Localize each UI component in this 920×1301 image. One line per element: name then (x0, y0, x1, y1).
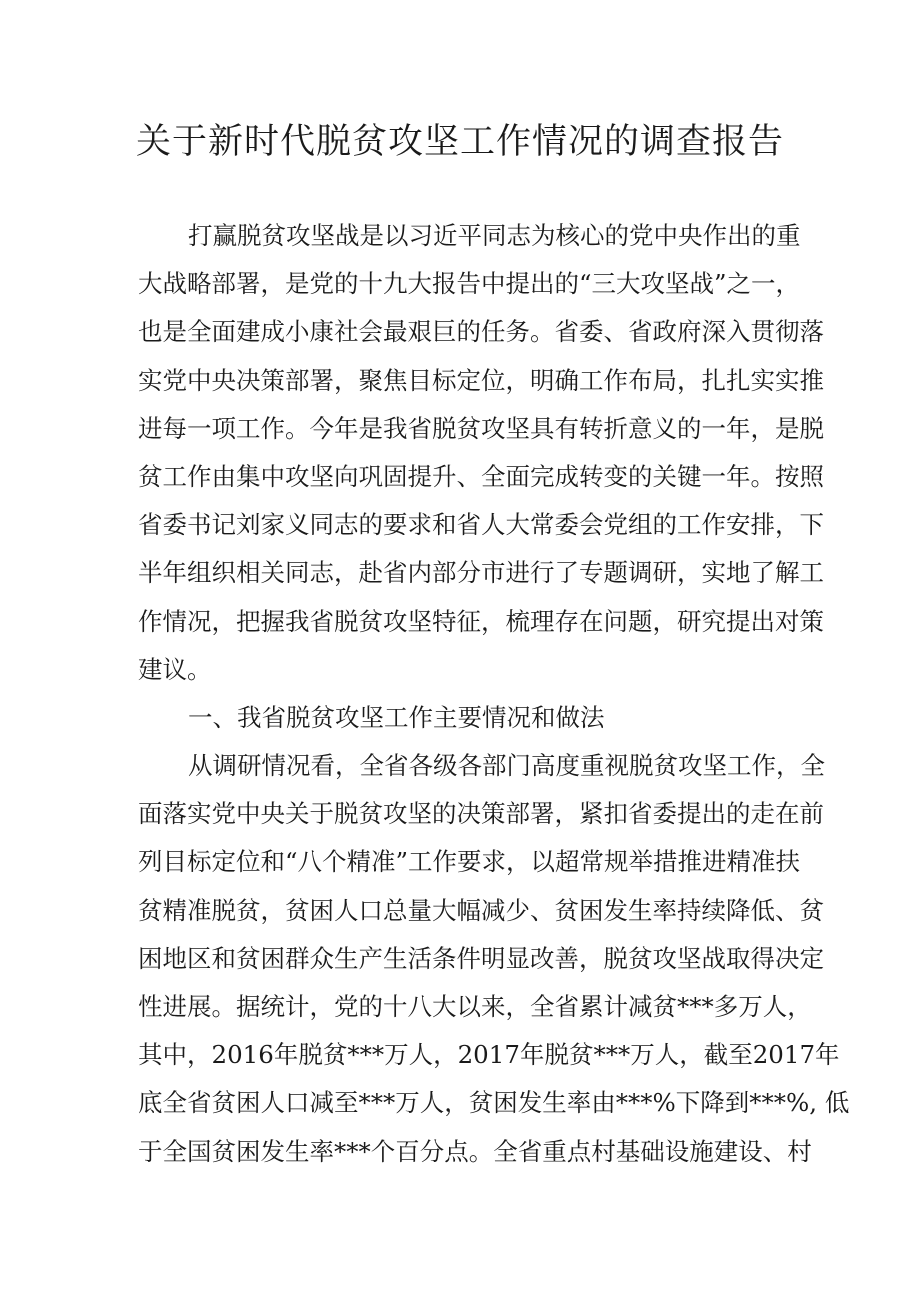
text-line: 作情况，把握我省脱贫攻坚特征，梳理存在问题，研究提出对策 (138, 606, 824, 636)
text-line: 其中，2016年脱贫***万人，2017年脱贫***万人，截至2017年 (138, 1040, 840, 1070)
text-line: 贫工作由集中攻坚向巩固提升、全面完成转变的关键一年。按照 (138, 461, 824, 491)
text-line: 一、我省脱贫攻坚工作主要情况和做法 (188, 702, 605, 732)
text-line: 实党中央决策部署，聚焦目标定位，明确工作布局，扎扎实实推 (138, 365, 824, 395)
document-body (138, 212, 850, 1176)
text-line: 困地区和贫困群众生产生活条件明显改善，脱贫攻坚战取得决定 (138, 943, 824, 973)
text-line: 于全国贫困发生率***个百分点。全省重点村基础设施建设、村 (138, 1136, 812, 1166)
text-line: 列目标定位和“八个精准”工作要求，以超常规举措推进精准扶 (138, 847, 801, 877)
text-line: 从调研情况看，全省各级各部门高度重视脱贫攻坚工作，全 (188, 751, 825, 781)
text-line: 面落实党中央关于脱贫攻坚的决策部署，紧扣省委提出的走在前 (138, 799, 824, 829)
document-title: 关于新时代脱贫攻坚工作情况的调查报告 (135, 122, 784, 162)
text-line: 省委书记刘家义同志的要求和省人大常委会党组的工作安排，下 (138, 510, 824, 540)
text-line: 底全省贫困人口减至***万人，贫困发生率由***%下降到***%, 低 (138, 1088, 850, 1118)
text-line: 也是全面建成小康社会最艰巨的任务。省委、省政府深入贯彻落 (138, 317, 824, 347)
text-line: 性进展。据统计，党的十八大以来，全省累计减贫***多万人， (138, 992, 812, 1021)
text-line: 大战略部署，是党的十九大报告中提出的“三大攻坚战”之一， (138, 269, 801, 299)
text-line: 进每一项工作。今年是我省脱贫攻坚具有转折意义的一年，是脱 (138, 413, 824, 443)
text-line: 半年组织相关同志，赴省内部分市进行了专题调研，实地了解工 (138, 558, 824, 588)
text-line: 打赢脱贫攻坚战是以习近平同志为核心的党中央作出的重 (188, 221, 801, 250)
text-line: 建议。 (138, 654, 212, 684)
text-line: 贫精准脱贫，贫困人口总量大幅减少、贫困发生率持续降低、贫 (138, 895, 824, 925)
